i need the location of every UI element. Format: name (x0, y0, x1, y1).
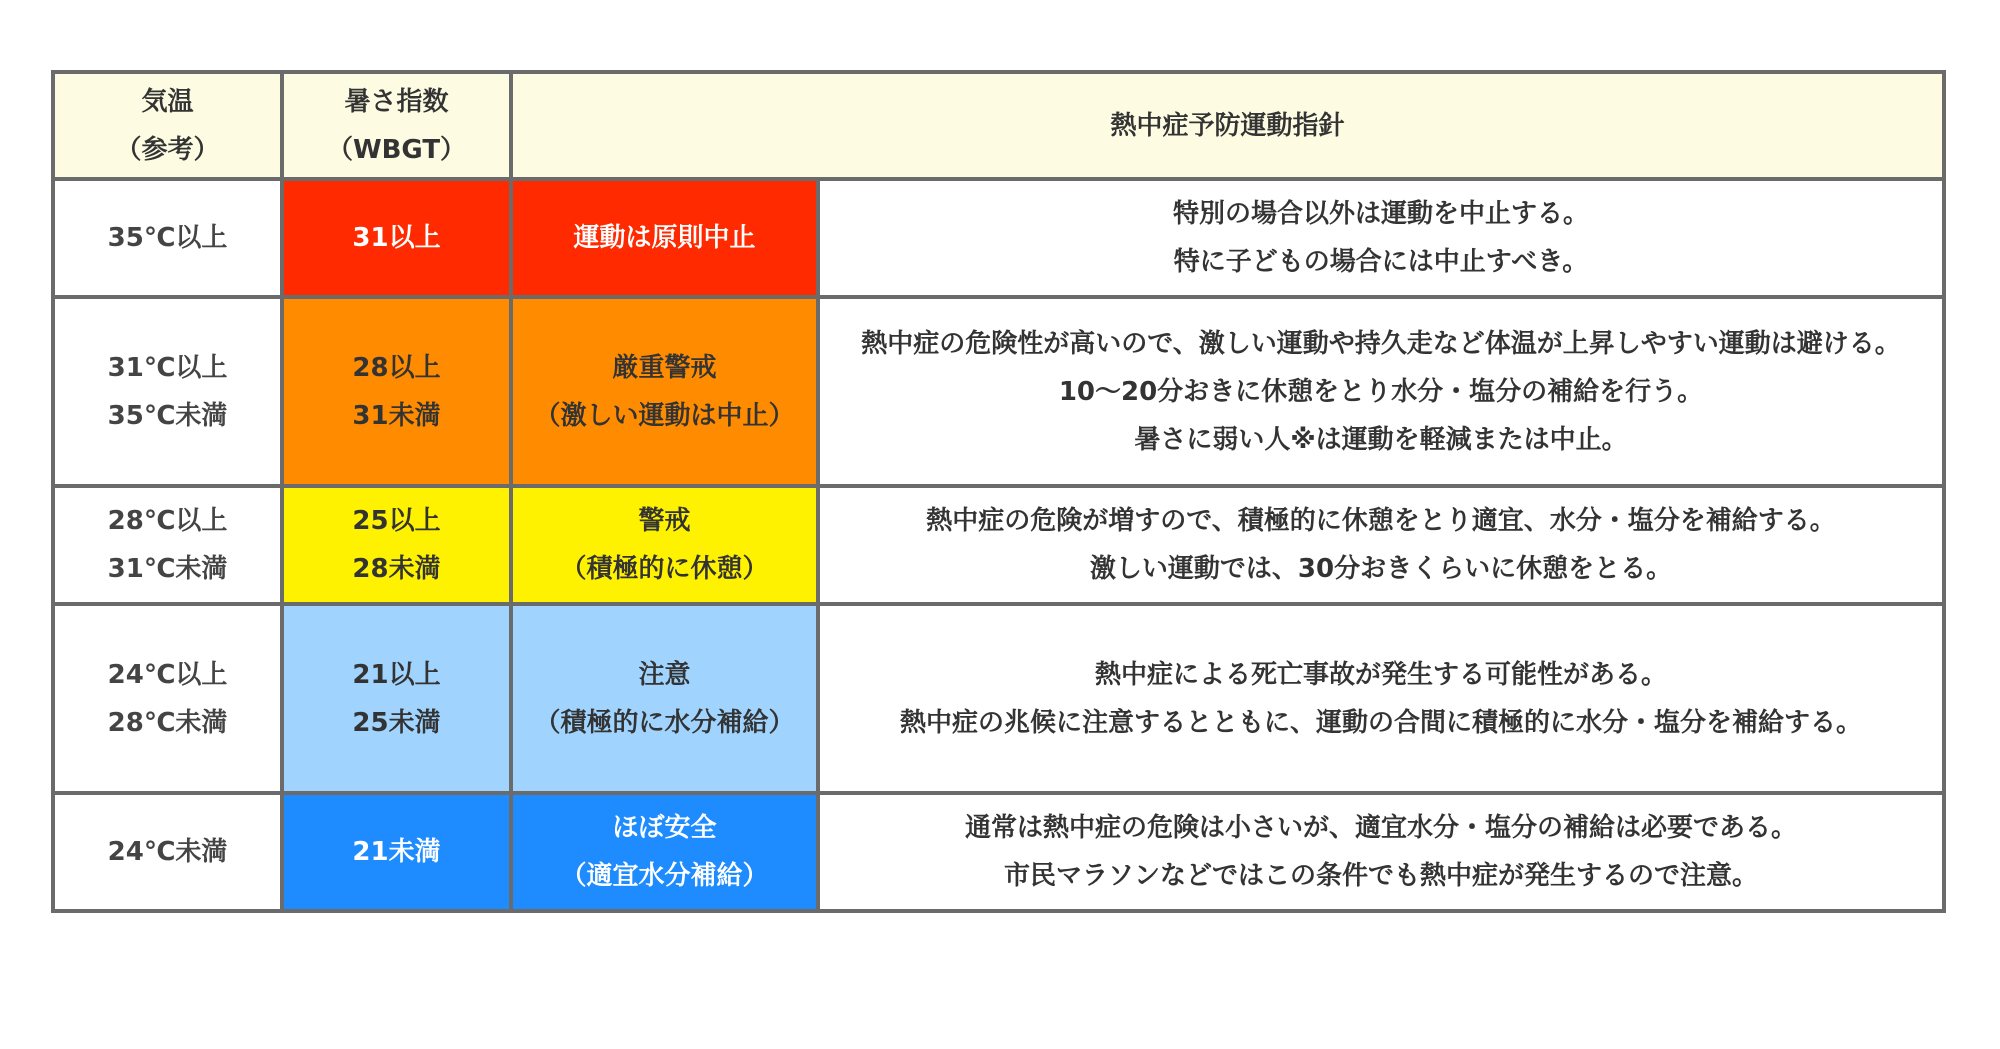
description-cell (820, 795, 1942, 909)
wbgt-cell (284, 488, 509, 602)
guideline-header-label: 熱中症予防運動指針 (1110, 110, 1345, 141)
table-header-row (55, 74, 1942, 177)
table-row (55, 299, 1942, 484)
wbgt-cell (284, 299, 509, 484)
guideline-header (513, 74, 1942, 177)
description-line: 熱中症の危険が増すので、積極的に休憩をとり適宜、水分・塩分を補給する。 (926, 506, 1836, 536)
level-label: 警戒 (638, 506, 691, 536)
temperature-cell (55, 299, 280, 484)
description-cell (820, 299, 1942, 484)
level-label: （激しい運動は中止） (534, 400, 795, 431)
temperature-value: 28℃以上 (107, 506, 228, 536)
wbgt-value: 28未満 (352, 554, 441, 584)
description-line: 暑さに弱い人※は運動を軽減または中止。 (1134, 424, 1628, 455)
description-line: 通常は熱中症の危険は小さいが、適宜水分・塩分の補給は必要である。 (964, 813, 1797, 843)
wbgt-value: 31未満 (352, 400, 441, 431)
wbgt-value: 25未満 (352, 707, 441, 738)
level-label: （積極的に休憩） (560, 554, 769, 584)
description-cell (820, 181, 1942, 295)
level-label: （適宜水分補給） (560, 861, 769, 891)
level-cell (513, 606, 816, 791)
level-label: 運動は原則中止 (573, 223, 756, 253)
wbgt-value: 31以上 (352, 223, 441, 253)
description-cell (820, 488, 1942, 602)
level-cell (513, 795, 816, 909)
description-line: 熱中症による死亡事故が発生する可能性がある。 (1094, 659, 1667, 690)
temperature-value: 35℃未満 (107, 400, 228, 431)
description-cell (820, 606, 1942, 791)
level-label: 注意 (638, 659, 691, 690)
table-row (55, 181, 1942, 295)
temperature-value: 31℃以上 (107, 352, 228, 383)
level-cell (513, 488, 816, 602)
temperature-cell (55, 795, 280, 909)
wbgt-header-line2: （WBGT） (326, 134, 467, 165)
level-label: （積極的に水分補給） (534, 707, 795, 738)
level-label: ほぼ安全 (612, 813, 717, 843)
temperature-header-line2: （参考） (115, 134, 220, 165)
wbgt-value: 21未満 (352, 837, 441, 867)
temperature-value: 35℃以上 (107, 223, 228, 253)
description-line: 10〜20分おきに休憩をとり水分・塩分の補給を行う。 (1058, 376, 1704, 407)
heat-guideline-table (51, 70, 1946, 913)
temperature-header-line1: 気温 (141, 86, 194, 117)
description-line: 熱中症の兆候に注意するとともに、運動の合間に積極的に水分・塩分を補給する。 (899, 707, 1862, 738)
table-row (55, 488, 1942, 602)
description-line: 熱中症の危険性が高いので、激しい運動や持久走など体温が上昇しやすい運動は避ける。 (861, 328, 1901, 359)
table-row (55, 795, 1942, 909)
temperature-value: 24℃未満 (107, 837, 228, 867)
level-cell (513, 181, 816, 295)
temperature-cell (55, 181, 280, 295)
wbgt-value: 25以上 (352, 506, 441, 536)
level-cell (513, 299, 816, 484)
wbgt-header-line1: 暑さ指数 (344, 86, 449, 117)
wbgt-header (284, 74, 509, 177)
temperature-cell (55, 488, 280, 602)
description-line: 激しい運動では、30分おきくらいに休憩をとる。 (1089, 554, 1673, 584)
level-label: 厳重警戒 (612, 352, 717, 383)
table-row (55, 606, 1942, 791)
wbgt-value: 28以上 (352, 352, 441, 383)
heat-guideline-table-frame (51, 70, 1946, 913)
temperature-value: 24℃以上 (107, 659, 228, 690)
wbgt-value: 21以上 (352, 659, 441, 690)
wbgt-cell (284, 795, 509, 909)
temperature-header (55, 74, 280, 177)
temperature-cell (55, 606, 280, 791)
wbgt-cell (284, 606, 509, 791)
temperature-value: 28℃未満 (107, 707, 228, 738)
description-line: 特に子どもの場合には中止すべき。 (1173, 247, 1589, 277)
wbgt-cell (284, 181, 509, 295)
description-line: 特別の場合以外は運動を中止する。 (1172, 199, 1589, 229)
temperature-value: 31℃未満 (107, 554, 228, 584)
description-line: 市民マラソンなどではこの条件でも熱中症が発生するので注意。 (1003, 861, 1758, 891)
